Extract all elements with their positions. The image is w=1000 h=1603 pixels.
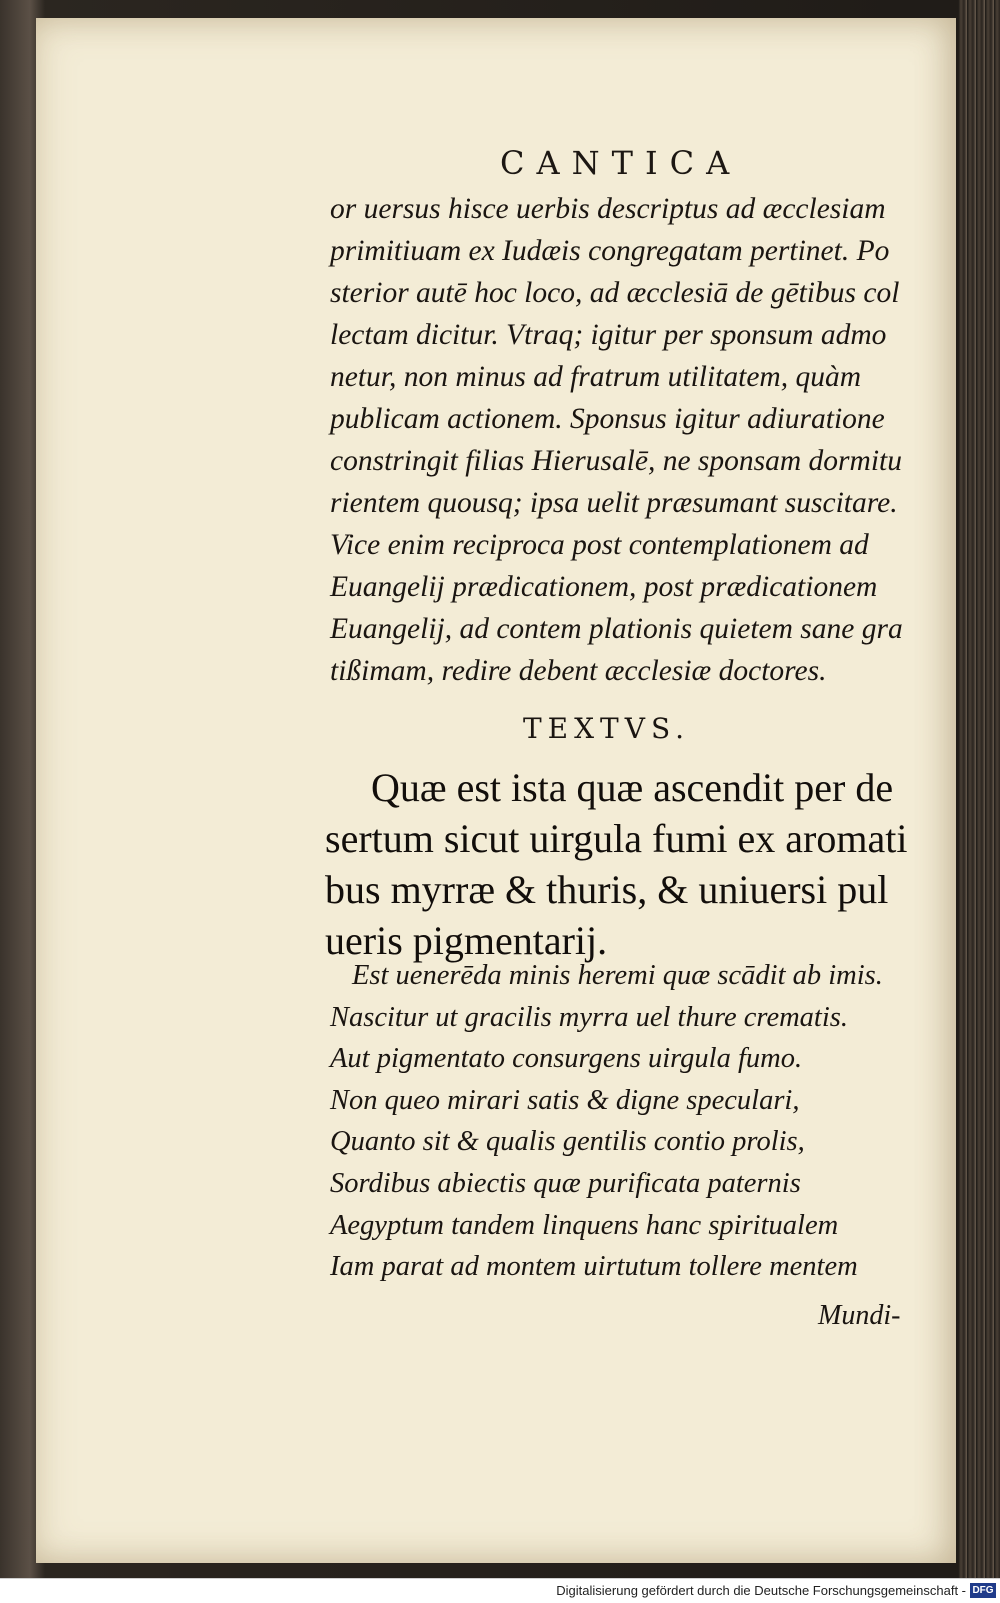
commentary-line: primitiuam ex Iudæis congregatam pertinet. Po	[330, 235, 890, 267]
commentary-line: netur, non minus ad fratrum utilitatem, quàm	[330, 361, 862, 393]
commentary-line: publicam actionem. Sponsus igitur adiuratione	[330, 403, 885, 435]
verse-line: Aegyptum tandem linquens hanc spiritualem	[330, 1209, 839, 1241]
textus-heading: TEXTVS.	[523, 712, 691, 745]
dfg-logo: DFG	[970, 1583, 996, 1598]
textus-line: sertum sicut uirgula fumi ex aromati	[325, 816, 908, 861]
commentary-line: rientem quousq; ipsa uelit præsumant suscitare.	[330, 487, 898, 519]
commentary-line: Vice enim reciproca post contemplationem ad	[330, 529, 869, 561]
verse-line: Quanto sit & qualis gentilis contio prolis,	[330, 1126, 805, 1158]
commentary-line: Euangelij, ad contem plationis quietem sane gra	[330, 613, 903, 645]
catchword: Mundi-	[818, 1300, 901, 1331]
verse-line: Sordibus abiectis quæ purificata paternis	[330, 1167, 801, 1199]
verse-line: Nascitur ut gracilis myrra uel thure crematis.	[330, 1001, 848, 1033]
verse-line: Iam parat ad montem uirtutum tollere mentem	[330, 1251, 858, 1283]
textus-line: bus myrræ & thuris, & uniuersi pul	[325, 867, 889, 912]
commentary-text	[330, 188, 930, 692]
verse-line: Est uenerēda minis heremi quæ scādit ab imis.	[352, 960, 883, 991]
textus-line: ueris pigmentarij.	[325, 918, 608, 963]
commentary-line: tißimam, redire debent æcclesiæ doctores.	[330, 655, 827, 687]
verse-text	[330, 955, 930, 1288]
commentary-line: sterior autē hoc loco, ad æcclesiā de gētibus col	[330, 277, 900, 309]
footer-bar	[0, 1578, 1000, 1603]
footer-credit: Digitalisierung gefördert durch die Deutsche Forschungsgemeinschaft -	[556, 1583, 966, 1598]
commentary-line: constringit filias Hierusalē, ne sponsam dormitu	[330, 445, 902, 477]
commentary-line: or uersus hisce uerbis descriptus ad æcclesiam	[330, 193, 886, 225]
commentary-line: lectam dicitur. Vtraq; igitur per sponsum admo	[330, 319, 887, 351]
textus-line: Quæ est ista quæ ascendit per de	[371, 765, 894, 810]
verse-line: Aut pigmentato consurgens uirgula fumo.	[330, 1043, 803, 1075]
textus-body	[325, 762, 935, 966]
book-edge	[958, 0, 1000, 1578]
commentary-line: Euangelij prædicationem, post prædicationem	[330, 571, 878, 603]
running-head: CANTICA	[500, 144, 742, 182]
verse-line: Non queo mirari satis & digne speculari,	[330, 1084, 800, 1116]
